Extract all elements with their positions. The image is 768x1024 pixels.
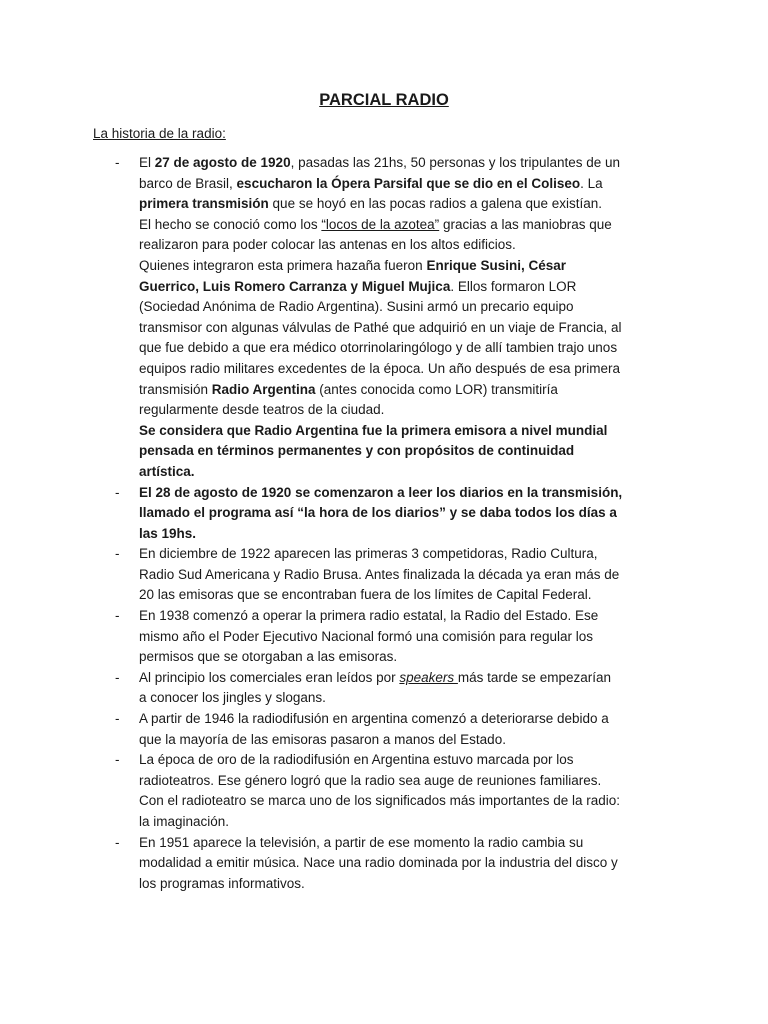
bold-segment: Radio Argentina <box>211 381 316 397</box>
text-segment: que la mayoría de las emisoras pasaron a manos del Estado. <box>139 731 506 747</box>
section-heading: La historia de la radio: <box>93 126 226 141</box>
text-segment: 20 las emisoras que se encontraban fuera de los límites de Capital Federal. <box>139 587 592 603</box>
text-line <box>139 359 679 380</box>
text-segment: A partir de 1946 la radiodifusión en argentina comenzó a deteriorarse debido a <box>139 711 609 727</box>
text-segment: a conocer los jingles y slogans. <box>139 690 326 706</box>
text-segment: radioteatros. Ese género logró que la radio sea auge de reuniones familiares. <box>139 772 602 788</box>
text-segment: Radio Sud Americana y Radio Brusa. Antes finalizada la década ya eran más de <box>139 566 620 582</box>
text-line <box>139 174 679 195</box>
text-line <box>139 421 679 442</box>
text-line <box>139 791 679 812</box>
text-line <box>139 297 679 318</box>
text-line <box>139 709 679 730</box>
text-segment: Con el radioteatro se marca uno de los significados más importantes de la radio: <box>139 793 621 809</box>
text-line <box>139 318 679 339</box>
bullet-dash: - <box>115 546 120 562</box>
text-line <box>139 812 679 833</box>
bold-segment: escucharon la Ópera Parsifal que se dio en el Coliseo <box>236 175 581 191</box>
text-line <box>139 668 679 689</box>
bold-segment: pensada en términos permanentes y con propósitos de continuidad <box>139 443 575 459</box>
text-line <box>139 277 679 298</box>
text-line <box>139 565 679 586</box>
underlined-segment: “locos de la azotea” <box>321 216 440 232</box>
list-item <box>0 544 679 606</box>
bullet-dash: - <box>115 155 120 170</box>
text-line <box>139 771 679 792</box>
text-segment: transmisión <box>139 381 212 397</box>
text-line <box>139 524 679 545</box>
bold-segment: artística. <box>139 463 195 479</box>
bold-segment: Guerrico, Luis Romero Carranza y Miguel Mujica <box>139 278 451 294</box>
text-segment: En 1938 comenzó a operar la primera radio estatal, la Radio del Estado. Ese <box>139 608 599 624</box>
bold-segment: llamado el programa así “la hora de los diarios” y se daba todos los días a <box>139 505 617 521</box>
text-line <box>139 215 679 236</box>
bullet-dash: - <box>115 484 120 500</box>
text-line <box>139 503 679 524</box>
text-line <box>139 730 679 751</box>
bold-segment: primera transmisión <box>139 196 269 212</box>
text-line <box>139 483 679 504</box>
text-segment: En 1951 aparece la televisión, a partir de ese momento la radio cambia su <box>139 834 584 850</box>
bold-segment: El 28 de agosto de 1920 se comenzaron a leer los diarios en la transmisión, <box>139 484 623 500</box>
text-line <box>139 544 679 565</box>
text-line <box>139 585 679 606</box>
text-line <box>139 750 679 771</box>
bold-segment: Enrique Susini, César <box>426 257 566 273</box>
bold-segment: 27 de agosto de 1920 <box>154 155 291 170</box>
text-segment: Al principio los comerciales eran leídos por <box>139 669 400 685</box>
list-item <box>0 483 679 545</box>
bold-segment: Se considera que Radio Argentina fue la primera emisora a nivel mundial <box>139 422 608 438</box>
text-segment: mismo año el Poder Ejecutivo Nacional formó una comisión para regular los <box>139 628 593 644</box>
text-segment: modalidad a emitir música. Nace una radio dominada por la industria del disco y <box>139 855 618 871</box>
text-segment: En diciembre de 1922 aparecen las primeras 3 competidoras, Radio Cultura, <box>139 546 598 562</box>
list-item <box>0 833 679 895</box>
list-item <box>0 153 679 483</box>
text-segment: (Sociedad Anónima de Radio Argentina). Susini armó un precario equipo <box>139 299 574 315</box>
history-list <box>0 153 768 894</box>
text-segment: La época de oro de la radiodifusión en Argentina estuvo marcada por los <box>139 752 574 768</box>
text-line <box>139 194 679 215</box>
bullet-dash: - <box>115 669 120 685</box>
text-line <box>139 441 679 462</box>
bullet-dash: - <box>115 711 120 727</box>
text-line <box>139 256 679 277</box>
text-segment: . La <box>580 175 603 191</box>
text-segment: permisos que se otorgaban a las emisoras. <box>139 649 398 665</box>
text-segment: El hecho se conoció como los <box>139 216 322 232</box>
text-line <box>139 235 679 256</box>
bullet-dash: - <box>115 752 120 768</box>
text-segment: realizaron para poder colocar las antenas en los altos edificios. <box>139 237 516 253</box>
text-segment: . Ellos formaron LOR <box>450 278 577 294</box>
text-segment: que se hoyó en las pocas radios a galena que existían. <box>268 196 603 212</box>
list-item <box>0 606 679 668</box>
list-item <box>0 668 679 709</box>
text-line <box>139 153 679 174</box>
text-line <box>139 380 679 401</box>
text-segment: la imaginación. <box>139 814 230 829</box>
text-segment: que fue debido a que era médico otorrinolaringólogo y de allí tambien trajo unos <box>139 340 618 356</box>
text-segment: barco de Brasil, <box>139 175 237 191</box>
text-segment: equipos radio militares excedentes de la época. Un año después de esa primera <box>139 360 621 376</box>
text-line <box>139 833 679 854</box>
text-line <box>139 647 679 668</box>
text-line <box>139 338 679 359</box>
text-segment: (antes conocida como LOR) transmitiría <box>315 381 558 397</box>
text-line <box>139 400 679 421</box>
text-line <box>139 627 679 648</box>
text-segment: regularmente desde teatros de la ciudad. <box>139 402 385 418</box>
italic-underlined-segment: speakers <box>399 669 458 685</box>
text-segment: los programas informativos. <box>139 875 305 891</box>
text-segment: más tarde se empezarían <box>457 669 611 685</box>
list-item <box>0 750 679 832</box>
page-title: PARCIAL RADIO <box>319 91 449 109</box>
text-line <box>139 853 679 874</box>
text-segment: El <box>139 155 155 170</box>
text-line <box>139 606 679 627</box>
bullet-dash: - <box>115 834 120 850</box>
text-line <box>139 874 679 895</box>
bold-segment: las 19hs. <box>139 525 197 541</box>
text-line <box>139 688 679 709</box>
list-item <box>0 709 679 750</box>
bullet-dash: - <box>115 608 120 624</box>
text-segment: , pasadas las 21hs, 50 personas y los tripulantes de un <box>290 155 621 170</box>
text-segment: gracias a las maniobras que <box>439 216 612 232</box>
text-line <box>139 462 679 483</box>
text-segment: Quienes integraron esta primera hazaña fueron <box>139 257 427 273</box>
text-segment: transmisor con algunas válvulas de Pathé que adquirió en un viaje de Francia, al <box>139 319 622 335</box>
